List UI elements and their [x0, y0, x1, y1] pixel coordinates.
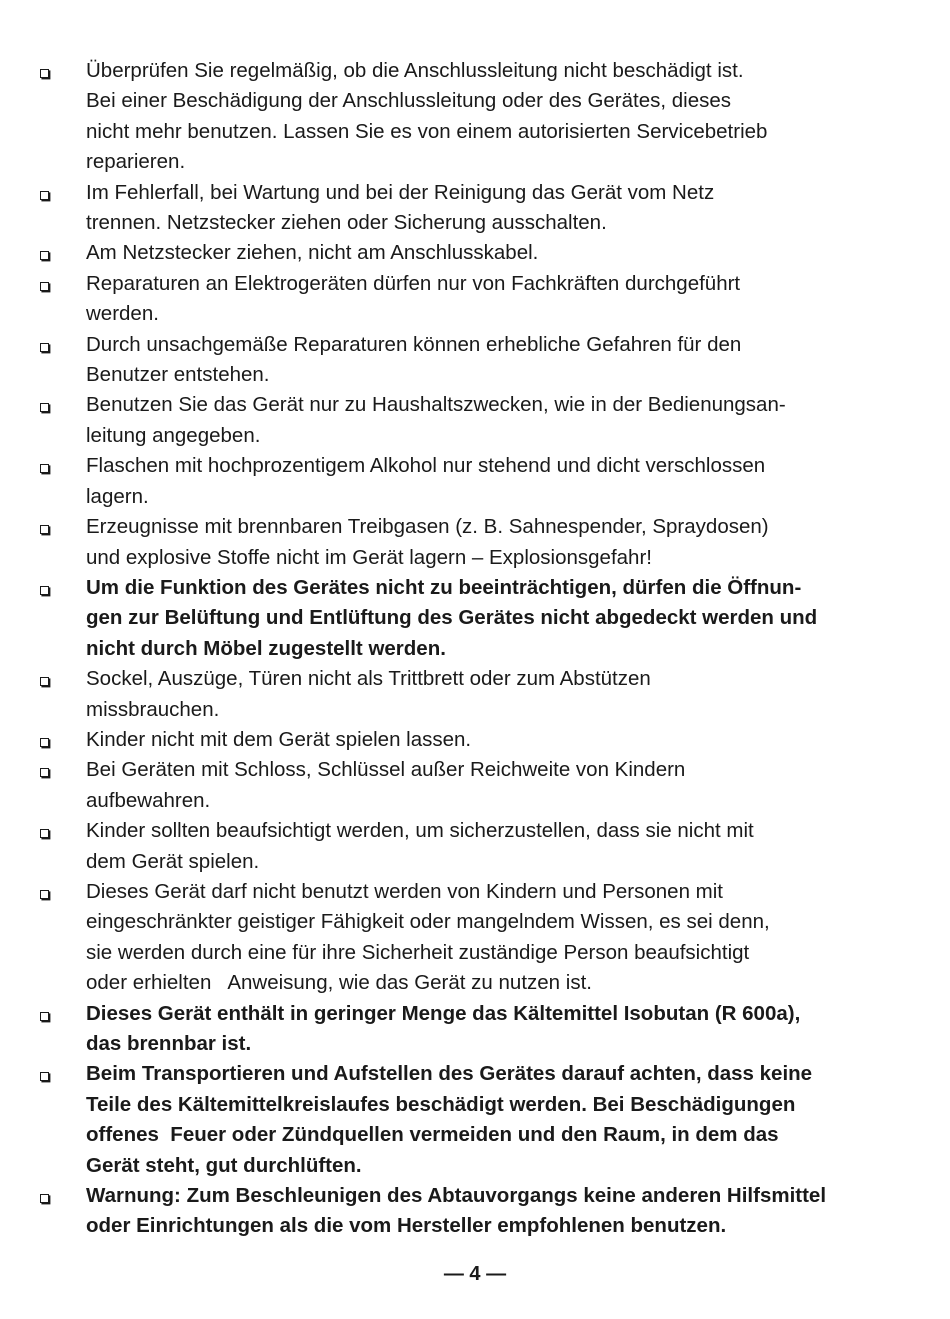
list-item-text-line: und explosive Stoffe nicht im Gerät lagern – Explosionsgefahr! — [86, 545, 652, 569]
list-item-text-line: Teile des Kältemittelkreislaufes beschädigt werden. Bei Beschädigungen — [86, 1092, 796, 1116]
checkbox-bullet-icon — [40, 343, 49, 352]
list-item-text-line: missbrauchen. — [86, 697, 220, 721]
checkbox-bullet-icon — [40, 251, 49, 260]
list-item-text-line: oder Einrichtungen als die vom Hersteller empfohlenen benutzen. — [86, 1214, 727, 1238]
list-item-text-line: Am Netzstecker ziehen, nicht am Anschlusskabel. — [86, 241, 539, 265]
checkbox-bullet-icon — [40, 403, 49, 412]
page-number: — 4 — — [443, 1263, 507, 1285]
list-item-text-line: Kinder sollten beaufsichtigt werden, um sicherzustellen, dass sie nicht mit — [86, 819, 754, 843]
list-item-text-line: Sockel, Auszüge, Türen nicht als Trittbrett oder zum Abstützen — [86, 667, 651, 691]
list-item — [38, 1059, 878, 1181]
list-item-text-line: werden. — [86, 302, 159, 326]
list-item-text-line: leitung angegeben. — [86, 423, 261, 447]
list-item-text-line: trennen. Netzstecker ziehen oder Sicherung ausschalten. — [86, 211, 607, 235]
list-item — [38, 1181, 878, 1242]
list-item — [38, 330, 878, 391]
list-item-text-line: oder erhielten Anweisung, wie das Gerät zu nutzen ist. — [86, 971, 592, 995]
list-item-text-line: eingeschränkter geistiger Fähigkeit oder mangelndem Wissen, es sei denn, — [86, 910, 770, 934]
list-item-text-line: Flaschen mit hochprozentigem Alkohol nur stehend und dicht verschlossen — [86, 454, 766, 478]
list-item-text-line: sie werden durch eine für ihre Sicherheit zuständige Person beaufsichtigt — [86, 940, 750, 964]
checkbox-bullet-icon — [40, 829, 49, 838]
list-item-text-line: lagern. — [86, 484, 149, 508]
checkbox-bullet-icon — [40, 1072, 49, 1081]
list-item-text-line: nicht durch Möbel zugestellt werden. — [86, 636, 446, 660]
list-item-text-line: Benutzen Sie das Gerät nur zu Haushaltszwecken, wie in der Bedienungsan- — [86, 393, 786, 417]
list-item-text-line: Bei Geräten mit Schloss, Schlüssel außer Reichweite von Kindern — [86, 758, 686, 782]
list-item-text-line: reparieren. — [86, 150, 186, 174]
list-item — [38, 664, 878, 725]
list-item — [38, 755, 878, 816]
list-item-text-line: Dieses Gerät enthält in geringer Menge das Kältemittel Isobutan (R 600a), — [86, 1001, 801, 1025]
list-item — [38, 816, 878, 877]
list-item — [38, 178, 878, 239]
list-item — [38, 573, 878, 664]
list-item — [38, 269, 878, 330]
checkbox-bullet-icon — [40, 282, 49, 291]
checkbox-bullet-icon — [40, 738, 49, 747]
list-item-text-line: Warnung: Zum Beschleunigen des Abtauvorgangs keine anderen Hilfsmittel — [86, 1184, 827, 1208]
list-item-text-line: Durch unsachgemäße Reparaturen können erhebliche Gefahren für den — [86, 332, 742, 356]
list-item — [38, 999, 878, 1060]
checkbox-bullet-icon — [40, 677, 49, 686]
list-item-text-line: offenes Feuer oder Zündquellen vermeiden und den Raum, in dem das — [86, 1123, 779, 1147]
list-item-text-line: Im Fehlerfall, bei Wartung und bei der Reinigung das Gerät vom Netz — [86, 180, 715, 204]
list-item-text-line: das brennbar ist. — [86, 1032, 252, 1055]
list-item — [38, 512, 878, 573]
list-item-text-line: aufbewahren. — [86, 788, 211, 812]
list-item-text-line: Erzeugnisse mit brennbaren Treibgasen (z. B. Sahnespender, Spraydosen) — [86, 515, 769, 539]
checkbox-bullet-icon — [40, 525, 49, 534]
list-item-text-line: gen zur Belüftung und Entlüftung des Gerätes nicht abgedeckt werden und — [86, 606, 818, 630]
list-item-text-line: Beim Transportieren und Aufstellen des Gerätes darauf achten, dass keine — [86, 1062, 813, 1086]
list-item-text-line: Kinder nicht mit dem Gerät spielen lassen. — [86, 727, 472, 751]
list-item — [38, 725, 878, 755]
checkbox-bullet-icon — [40, 890, 49, 899]
list-item — [38, 56, 878, 178]
checkbox-bullet-icon — [40, 191, 49, 200]
list-item-text-line: Gerät steht, gut durchlüften. — [86, 1153, 362, 1177]
list-item — [38, 238, 878, 268]
checkbox-bullet-icon — [40, 768, 49, 777]
checkbox-bullet-icon — [40, 1194, 49, 1203]
checkbox-bullet-icon — [40, 1012, 49, 1021]
list-item-text-line: Benutzer entstehen. — [86, 363, 270, 387]
list-item-text-line: Reparaturen an Elektrogeräten dürfen nur von Fachkräften durchgeführt — [86, 271, 741, 295]
list-item-text-line: Dieses Gerät darf nicht benutzt werden von Kindern und Personen mit — [86, 879, 723, 903]
checkbox-bullet-icon — [40, 464, 49, 473]
list-item-text-line: Um die Funktion des Gerätes nicht zu beeinträchtigen, dürfen die Öffnun- — [86, 575, 802, 599]
safety-instructions-list — [38, 56, 878, 1242]
list-item-text-line: Bei einer Beschädigung der Anschlussleitung oder des Gerätes, dieses — [86, 89, 732, 113]
list-item-text-line: nicht mehr benutzen. Lassen Sie es von einem autorisierten Servicebetrieb — [86, 119, 768, 143]
checkbox-bullet-icon — [40, 586, 49, 595]
list-item — [38, 390, 878, 451]
list-item — [38, 877, 878, 999]
checkbox-bullet-icon — [40, 69, 49, 78]
list-item — [38, 451, 878, 512]
list-item-text-line: Überprüfen Sie regelmäßig, ob die Anschlussleitung nicht beschädigt ist. — [86, 59, 744, 82]
list-item-text-line: dem Gerät spielen. — [86, 849, 260, 873]
